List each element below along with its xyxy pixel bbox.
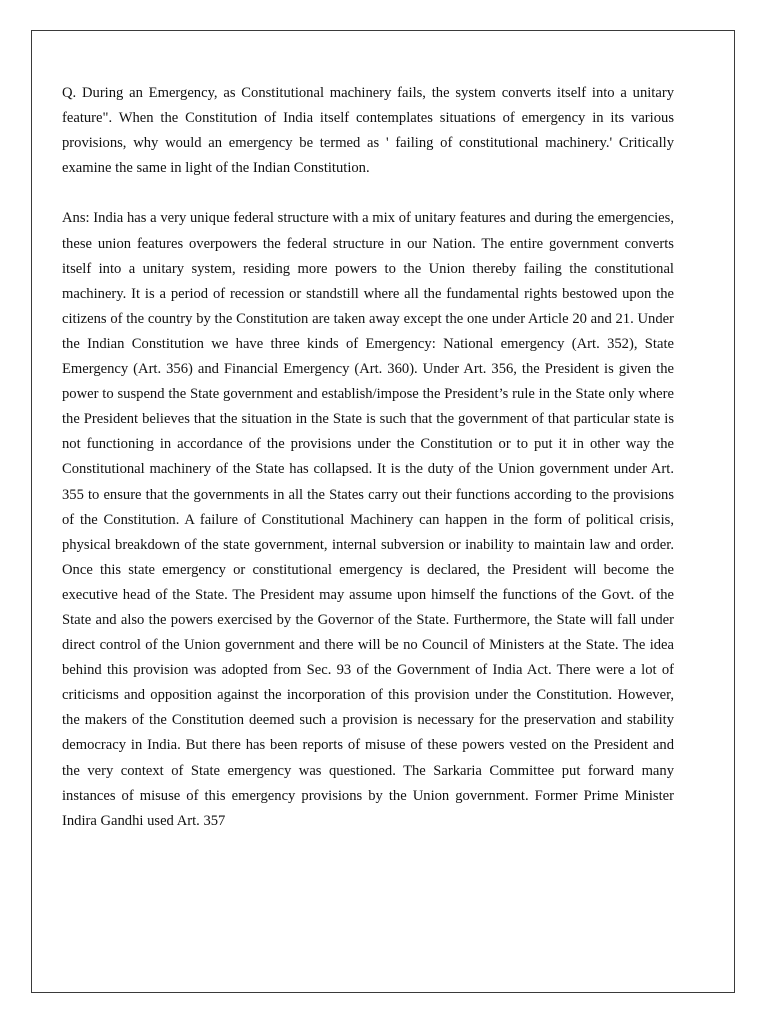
answer-paragraph: Ans: India has a very unique federal structure with a mix of unitary features and during the emergencies, these union features overpowers the federal structure in our Nation. The entire government converts itself into a unitary system, residing more powers to the Union thereby failing the constitutional machinery. It is a period of recession or standstill where all the fundamental rights bestowed upon the citizens of the country by the Constitution are taken away except the one under Article 20 and 21. Under the Indian Constitution we have three kinds of Emergency: National emergency (Art. 352), State Emergency (Art. 356) and Financial Emergency (Art. 360). Under Art. 356, the President is given the power to suspend the State government and establish/impose the President’s rule in the State only where the President believes that the situation in the State is such that the government of that particular state is not functioning in accordance of the provisions under the Constitution or to put it in other way the Constitutional machinery of the State has collapsed. It is the duty of the Union government under Art. 355 to ensure that the governments in all the States carry out their functions according to the provisions of the Constitution. A failure of Constitutional Machinery can happen in the form of political crisis, physical breakdown of the state government, internal subversion or inability to maintain law and order. Once this state emergency or constitutional emergency is declared, the President will become the executive head of the State. The President may assume upon himself the functions of the Govt. of the State and also the powers exercised by the Governor of the State. Furthermore, the State will fall under direct control of the Union government and there will be no Council of Ministers at the State. The idea behind this provision was adopted from Sec. 93 of the Government of India Act. There were a lot of criticisms and opposition against the incorporation of this provision under the Constitution. However, the makers of the Constitution deemed such a provision is necessary for the preservation and stability democracy in India. But there has been reports of misuse of these powers vested on the President and the very context of State emergency was questioned. The Sarkaria Committee put forward many instances of misuse of this emergency provisions by the Union government. Former Prime Minister Indira Gandhi used Art. 357 (62, 210, 674, 829)
question-paragraph: Q. During an Emergency, as Constitutional machinery fails, the system converts itself into a unitary feature". When the Constitution of India itself contemplates situations of emergency in its various provisions, why would an emergency be termed as ' failing of constitutional machinery.' Critically examine the same in light of the Indian Constitution. (62, 85, 674, 177)
document-body (62, 81, 674, 834)
